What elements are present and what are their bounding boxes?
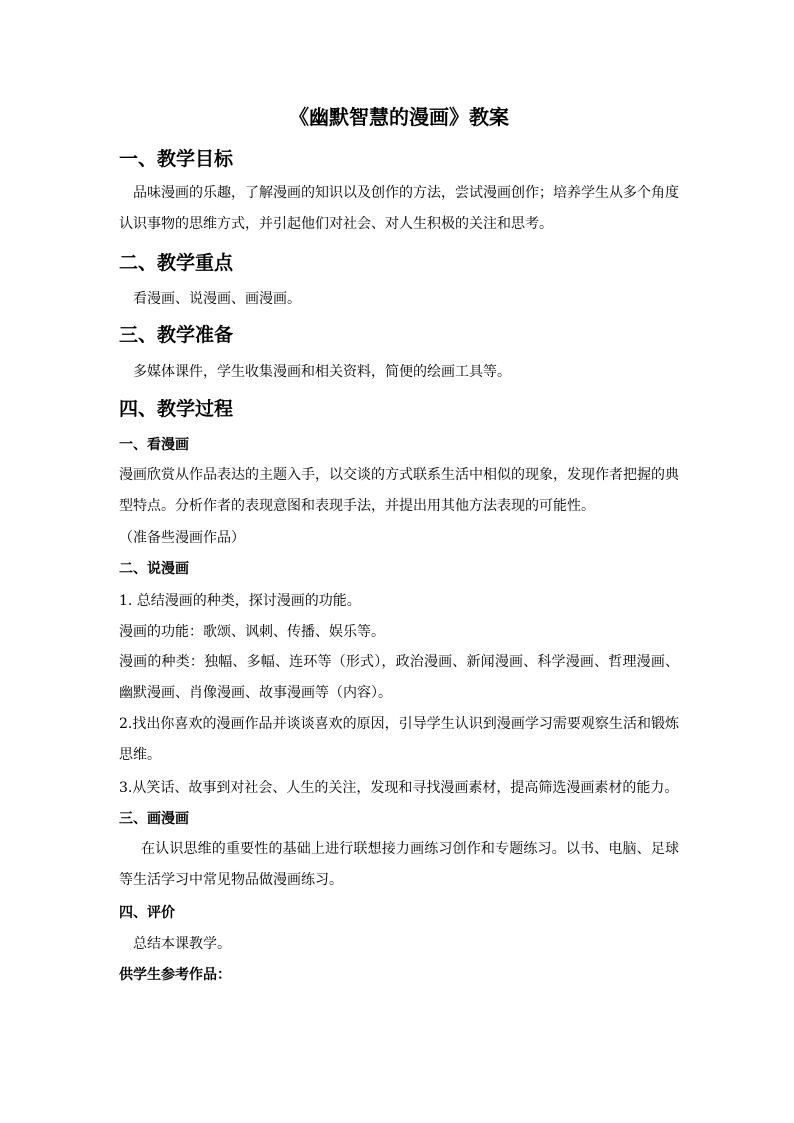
talk-item-3: 3.从笑话、故事到对社会、人生的关注，发现和寻找漫画素材，提高筛选漫画素材的能力。 <box>119 780 679 796</box>
document-title: 《幽默智慧的漫画》教案 <box>289 105 509 129</box>
talk-types: 漫画的种类：独幅、多幅、连环等（形式），政治漫画、新闻漫画、科学漫画、哲理漫画、幽默漫画、肖像漫画、故事漫画等（内容）。 <box>119 654 679 701</box>
heading-preparation: 三、教学准备 <box>119 324 234 346</box>
subheading-evaluate: 四、评价 <box>119 905 175 921</box>
paragraph-preparation: 多媒体课件，学生收集漫画和相关资料，简便的绘画工具等。 <box>133 364 511 380</box>
talk-item-1: 1. 总结漫画的种类，探讨漫画的功能。 <box>119 593 361 609</box>
paragraph-evaluate: 总结本课教学。 <box>133 936 231 952</box>
note-look: （准备些漫画作品） <box>119 530 245 546</box>
paragraph-draw: 在认识思维的重要性的基础上进行联想接力画练习创作和专题练习。以书、电脑、足球等生活学习中常见物品做漫画练习。 <box>119 841 679 888</box>
paragraph-key-points: 看漫画、说漫画、画漫画。 <box>133 291 301 307</box>
heading-objectives: 一、教学目标 <box>119 148 234 170</box>
subheading-draw: 三、画漫画 <box>119 811 189 827</box>
paragraph-look: 漫画欣赏从作品表达的主题入手，以交谈的方式联系生活中相似的现象，发现作者把握的典型特点。分析作者的表现意图和表现手法，并提出用其他方法表现的可能性。 <box>119 467 679 514</box>
subheading-talk: 二、说漫画 <box>119 561 189 577</box>
subheading-look: 一、看漫画 <box>119 437 189 453</box>
paragraph-objectives: 品味漫画的乐趣，了解漫画的知识以及创作的方法，尝试漫画创作；培养学生从多个角度认识事物的思维方式，并引起他们对社会、对人生积极的关注和思考。 <box>119 185 679 232</box>
document-page <box>119 0 679 1123</box>
reference-label: 供学生参考作品： <box>119 967 231 983</box>
heading-key-points: 二、教学重点 <box>119 252 234 274</box>
heading-process: 四、教学过程 <box>119 398 234 420</box>
talk-functions: 漫画的功能：歌颂、讽刺、传播、娱乐等。 <box>119 624 385 640</box>
talk-item-2: 2.找出你喜欢的漫画作品并谈谈喜欢的原因，引导学生认识到漫画学习需要观察生活和锻炼思维。 <box>119 716 679 763</box>
